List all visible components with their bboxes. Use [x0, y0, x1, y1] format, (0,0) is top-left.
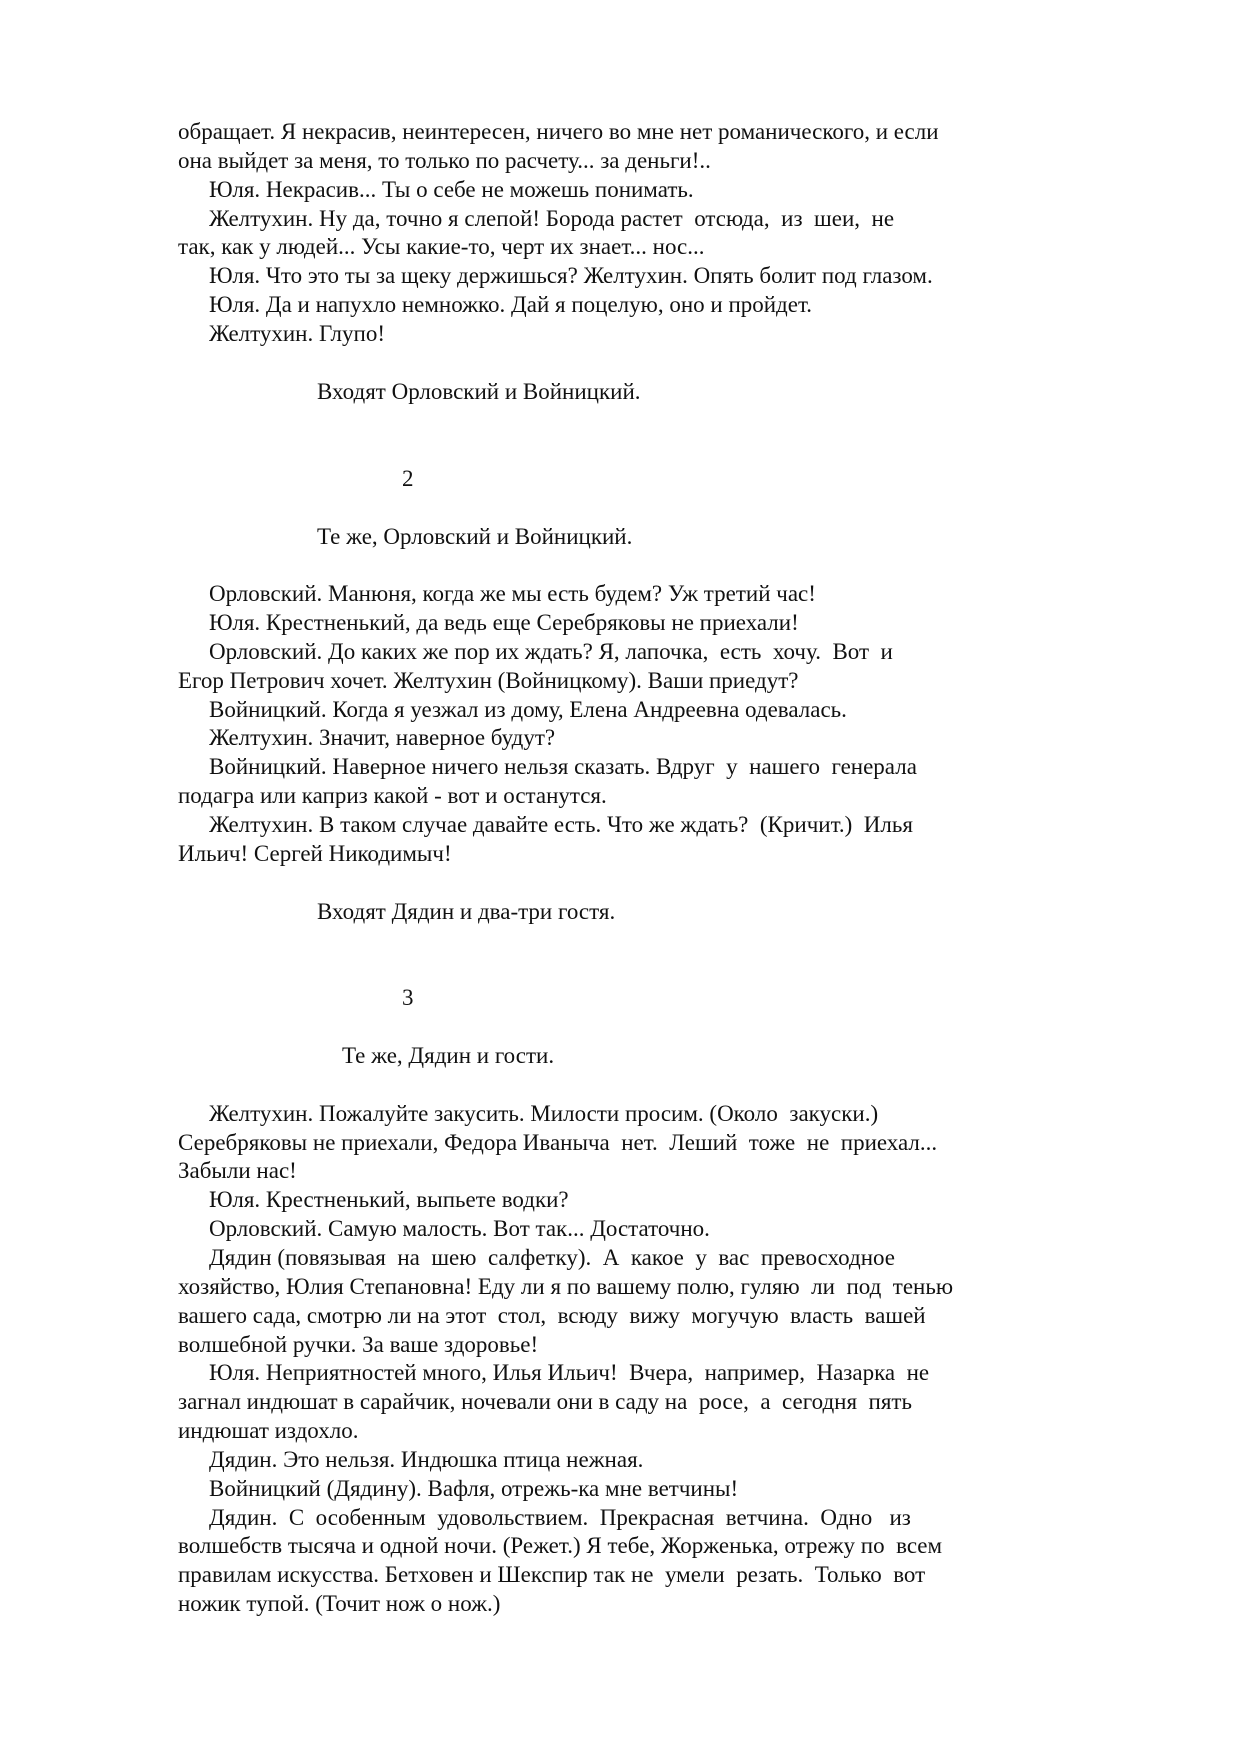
dialogue-line: Дядин (повязывая на шею салфетку). А какое у вас превосходное [209, 1245, 896, 1270]
text-line: Серебряковы не приехали, Федора Иваныча нет. Леший тоже не приехал... [178, 1130, 938, 1155]
stage-direction: Входят Орловский и Войницкий. [317, 379, 641, 404]
dialogue-line: Юля. Неприятностей много, Илья Ильич! Вчера, например, Назарка не [209, 1360, 930, 1385]
dialogue-line: Орловский. Самую малость. Вот так... Достаточно. [209, 1216, 710, 1241]
scene-number: 2 [402, 466, 414, 491]
scene-number: 3 [402, 985, 414, 1010]
dialogue-line: Юля. Что это ты за щеку держишься? Желтухин. Опять болит под глазом. [209, 263, 933, 288]
text-line: вашего сада, смотрю ли на этот стол, всюду вижу могучую власть вашей [178, 1303, 926, 1328]
dialogue-line: Войницкий. Наверное ничего нельзя сказать. Вдруг у нашего генерала [209, 754, 917, 779]
stage-direction: Входят Дядин и два-три гостя. [317, 899, 616, 924]
text-line: она выйдет за меня, то только по расчету... за деньги!.. [178, 148, 711, 173]
dialogue-line: Войницкий (Дядину). Вафля, отрежь-ка мне ветчины! [209, 1476, 739, 1501]
dialogue-line: Желтухин. Ну да, точно я слепой! Борода растет отсюда, из шеи, не [209, 206, 895, 231]
dialogue-line: Войницкий. Когда я уезжал из дому, Елена Андреевна одевалась. [209, 697, 847, 722]
scene-cast: Те же, Орловский и Войницкий. [317, 524, 633, 549]
text-line: Ильич! Сергей Никодимыч! [178, 841, 452, 866]
dialogue-line: Дядин. Это нельзя. Индюшка птица нежная. [209, 1447, 644, 1472]
dialogue-line: Желтухин. Значит, наверное будут? [209, 725, 556, 750]
text-line: волшебств тысяча и одной ночи. (Режет.) Я тебе, Жорженька, отрежу по всем [178, 1533, 943, 1558]
dialogue-line: Юля. Крестненький, да ведь еще Серебряковы не приехали! [209, 610, 799, 635]
text-line: волшебной ручки. За ваше здоровье! [178, 1332, 539, 1357]
dialogue-line: Орловский. До каких же пор их ждать? Я, лапочка, есть хочу. Вот и [209, 639, 893, 664]
text-line: обращает. Я некрасив, неинтересен, ничего во мне нет романического, и если [178, 119, 939, 144]
dialogue-line: Юля. Да и напухло немножко. Дай я поцелую, оно и пройдет. [209, 292, 813, 317]
text-line: правилам искусства. Бетховен и Шекспир так не умели резать. Только вот [178, 1562, 926, 1587]
scene-cast: Те же, Дядин и гости. [342, 1043, 555, 1068]
text-line: Забыли нас! [178, 1158, 297, 1183]
text-line: так, как у людей... Усы какие-то, черт их знает... нос... [178, 234, 705, 259]
text-line: Егор Петрович хочет. Желтухин (Войницкому). Ваши приедут? [178, 668, 799, 693]
text-line: подагра или каприз какой - вот и останутся. [178, 783, 607, 808]
text-line: хозяйство, Юлия Степановна! Еду ли я по вашему полю, гуляю ли под тенью [178, 1274, 954, 1299]
dialogue-line: Юля. Крестненький, выпьете водки? [209, 1187, 569, 1212]
dialogue-line: Орловский. Манюня, когда же мы есть будем? Уж третий час! [209, 581, 816, 606]
text-line: загнал индюшат в сарайчик, ночевали они в саду на росе, а сегодня пять [178, 1389, 912, 1414]
dialogue-line: Дядин. С особенным удовольствием. Прекрасная ветчина. Одно из [209, 1505, 911, 1530]
text-line: ножик тупой. (Точит нож о нож.) [178, 1591, 501, 1616]
dialogue-line: Желтухин. Глупо! [209, 321, 386, 346]
dialogue-line: Желтухин. Пожалуйте закусить. Милости просим. (Около закуски.) [209, 1101, 879, 1126]
dialogue-line: Юля. Некрасив... Ты о себе не можешь понимать. [209, 177, 694, 202]
dialogue-line: Желтухин. В таком случае давайте есть. Что же ждать? (Кричит.) Илья [209, 812, 913, 837]
text-line: индюшат издохло. [178, 1418, 359, 1443]
